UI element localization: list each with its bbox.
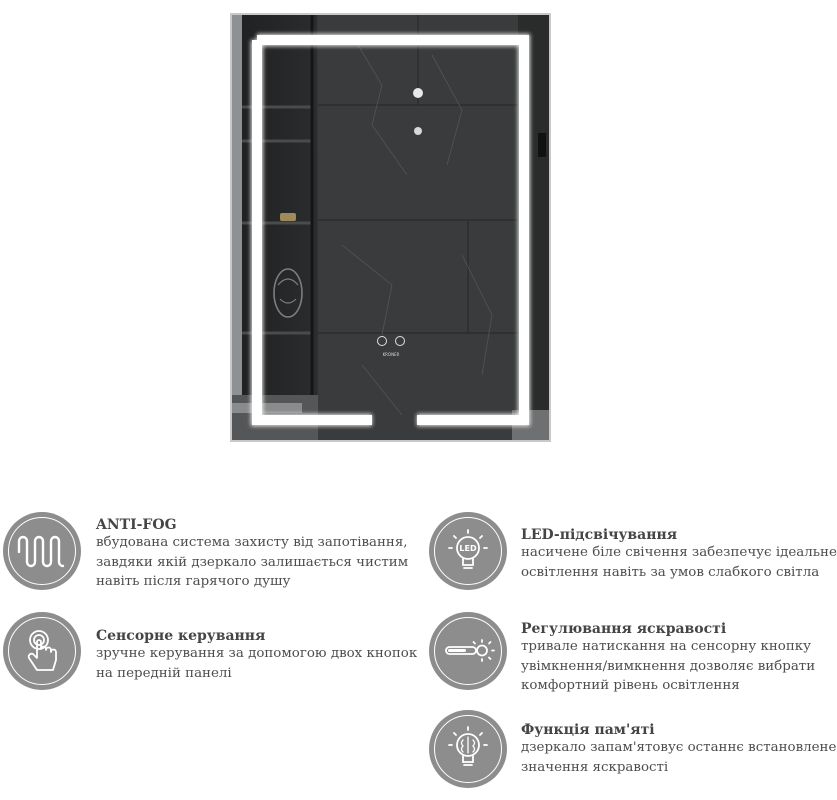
feature-title: ANTI-FOG	[96, 517, 177, 533]
feature-title: Регулювання яскравості	[521, 621, 727, 637]
led-bulb-icon	[429, 512, 507, 590]
mirror-illustration	[232, 15, 549, 440]
brightness-slider-icon	[429, 612, 507, 690]
feature-desc: насичене біле свічення забезпечує ідеальне освітлення навіть за умов слабкого світла	[521, 545, 837, 580]
feature-desc: вбудована система захисту від запотівання, завдяки якій дзеркало залишається чистим навіть після гарячого душу	[96, 535, 409, 589]
feature-desc: зручне керування за допомогою двох кнопок на передній панелі	[96, 646, 418, 681]
feature-title: LED-підсвічування	[521, 527, 678, 543]
touch-hand-icon	[3, 612, 81, 690]
mirror-photo	[230, 13, 551, 442]
feature-desc: дзеркало запам'ятовує останнє встановлене значення яскравості	[521, 740, 837, 775]
svg-text:LED: LED	[459, 544, 477, 553]
feature-title: Функція пам'яті	[521, 722, 655, 738]
brand-label: KRONER	[382, 352, 400, 357]
feature-desc: тривале натискання на сенсорну кнопку увімкнення/вимкнення дозволяє вибрати комфортний рівень освітлення	[521, 639, 816, 693]
feature-title: Сенсорне керування	[96, 628, 266, 644]
memory-brain-bulb-icon	[429, 710, 507, 788]
wave-heater-icon	[3, 512, 81, 590]
